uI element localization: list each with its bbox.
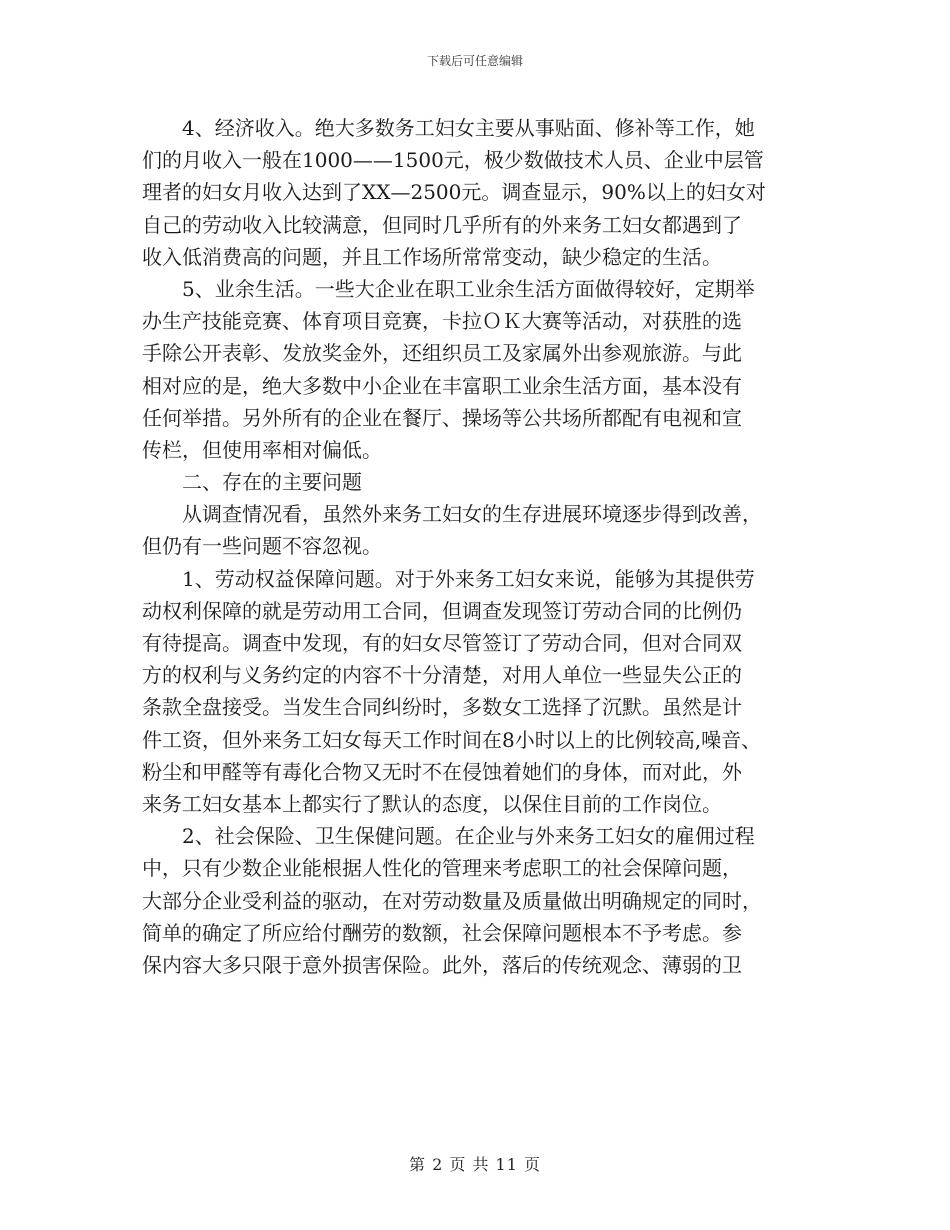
text-line: 办生产技能竞赛、体育项目竞赛，卡拉ＯＫ大赛等活动，对获胜的选 xyxy=(142,309,742,334)
text-line: 保内容大多只限于意外损害保险。此外，落后的传统观念、薄弱的卫 xyxy=(142,952,742,977)
text-line: 传栏，但使用率相对偏低。 xyxy=(142,437,382,462)
text-line: 但仍有一些问题不容忽视。 xyxy=(142,534,382,559)
paragraph xyxy=(142,273,808,466)
text-line: 有待提高。调查中发现，有的妇女尽管签订了劳动合同，但对合同双 xyxy=(142,631,742,655)
text-line: 件工资，但外来务工妇女每天工作时间在8小时以上的比例较高,噪音、 xyxy=(142,727,762,752)
text-line: 大部分企业受利益的驱动，在对劳动数量及质量做出明确规定的同时， xyxy=(142,888,762,913)
text-line: 自己的劳动收入比较满意，但同时几乎所有的外来务工妇女都遇到了 xyxy=(142,212,742,237)
text-line: 粉尘和甲醛等有毒化合物又无时不在侵蚀着她们的身体，而对此，外 xyxy=(142,759,742,784)
text-line: 二、存在的主要问题 xyxy=(182,470,362,495)
text-line: 相对应的是，绝大多数中小企业在丰富职工业余生活方面，基本没有 xyxy=(142,373,742,398)
text-line: 4、经济收入。绝大多数务工妇女主要从事贴面、修补等工作，她 xyxy=(182,116,755,140)
text-line: 方的权利与义务约定的内容不十分清楚，对用人单位一些显失公正的 xyxy=(142,663,742,688)
text-line: 5、业余生活。一些大企业在职工业余生活方面做得较好，定期举 xyxy=(182,276,755,301)
document-body xyxy=(142,112,808,981)
text-line: 收入低消费高的问题，并且工作场所常常变动，缺少稳定的生活。 xyxy=(142,244,722,269)
text-line: 来务工妇女基本上都实行了默认的态度，以保住目前的工作岗位。 xyxy=(142,791,722,816)
page-header: 下载后可任意编辑 xyxy=(426,54,523,68)
text-line: 1、劳动权益保障问题。对于外来务工妇女来说，能够为其提供劳 xyxy=(182,566,755,591)
paragraph xyxy=(142,820,808,981)
text-line: 动权利保障的就是劳动用工合同，但调查发现签订劳动合同的比例仍 xyxy=(142,598,742,623)
paragraph xyxy=(142,112,808,273)
text-line: 任何举措。另外所有的企业在餐厅、操场等公共场所都配有电视和宣 xyxy=(142,405,742,430)
text-line: 中，只有少数企业能根据人性化的管理来考虑职工的社会保障问题， xyxy=(142,856,742,881)
text-line: 条款全盘接受。当发生合同纠纷时，多数女工选择了沉默。虽然是计 xyxy=(142,695,742,720)
text-line: 2、社会保险、卫生保健问题。在企业与外来务工妇女的雇佣过程 xyxy=(182,824,755,849)
paragraph xyxy=(142,563,808,821)
text-line: 简单的确定了所应给付酬劳的数额，社会保障问题根本不予考虑。参 xyxy=(142,920,742,945)
paragraph xyxy=(142,498,808,562)
page-footer: 第 2 页 共 11 页 xyxy=(409,1155,541,1174)
text-line: 从调查情况看，虽然外来务工妇女的生存进展环境逐步得到改善， xyxy=(182,502,762,527)
text-line: 们的月收入一般在1000——1500元，极少数做技术人员、企业中层管 xyxy=(142,148,764,173)
text-line: 理者的妇女月收入达到了XX—2500元。调查显示，90%以上的妇女对 xyxy=(142,180,766,205)
paragraph xyxy=(142,466,808,498)
text-line: 手除公开表彰、发放奖金外，还组织员工及家属外出参观旅游。与此 xyxy=(142,341,742,366)
